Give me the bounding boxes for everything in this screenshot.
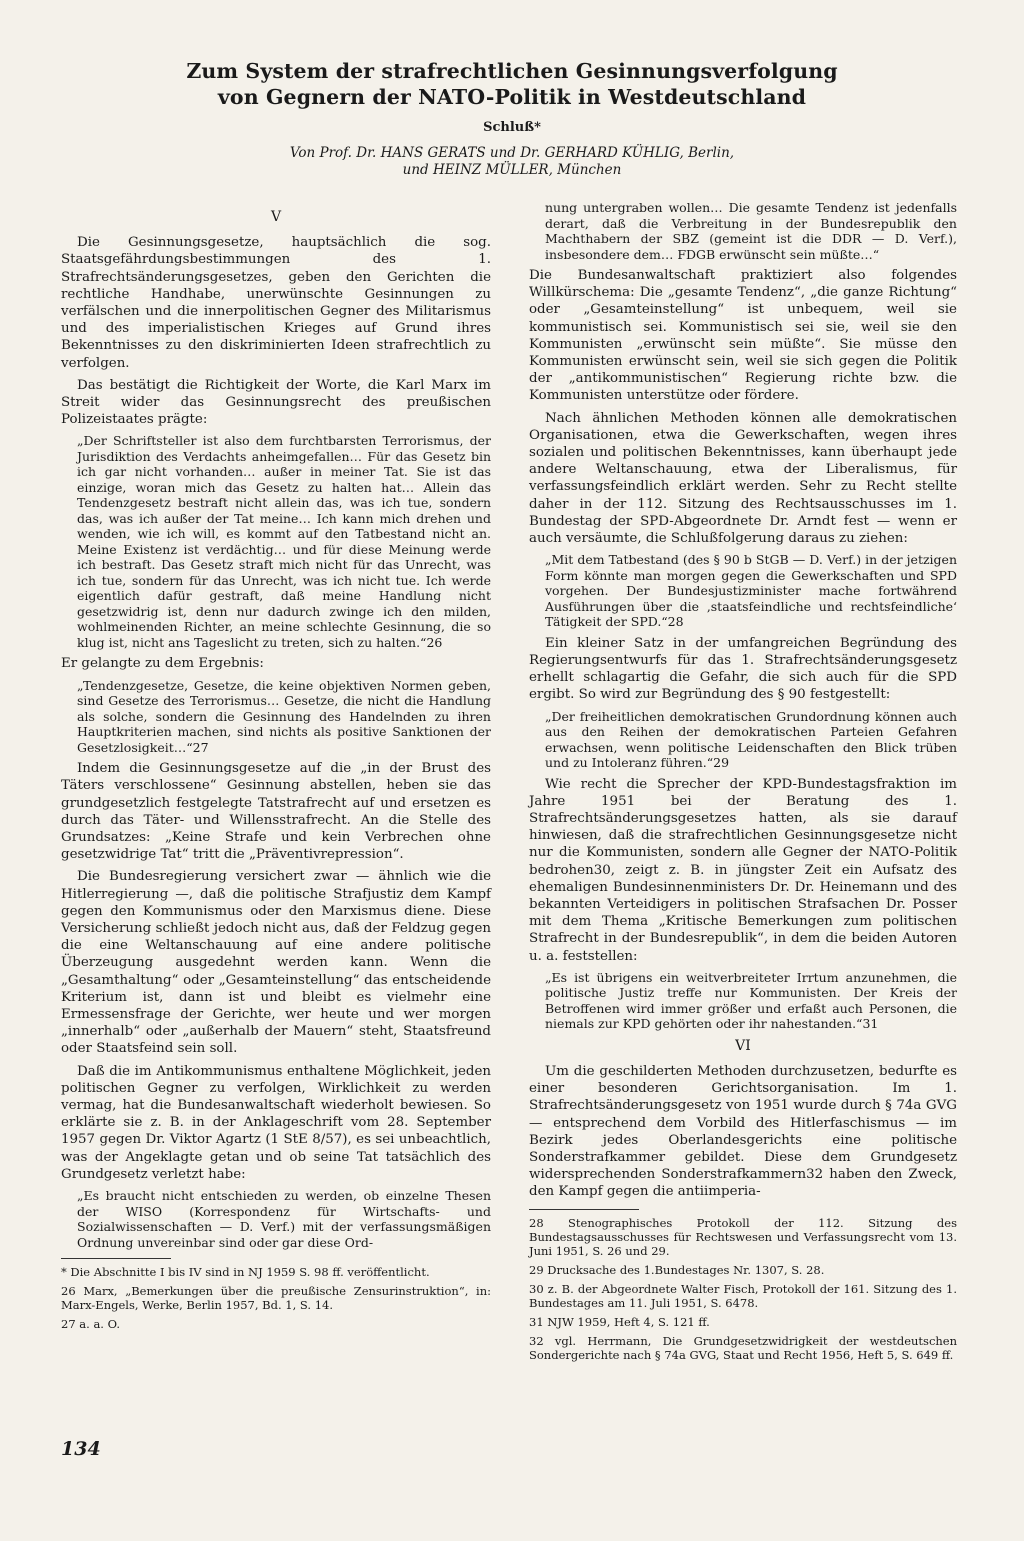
paragraph: Um die geschilderten Methoden durchzusetzen, bedurfte es einer besonderen Gerichtsorganisation. Im 1. Strafrechtsänderungsgesetz von 1951 wurde durch § 74a GVG — entsprechend dem Vorbild des Hitlerfaschismus — im Bezirk jedes Oberlandesgerichts eine politische Sonderstrafkammer gebildet. Diese dem Grundgesetz widersprechenden Sonderstrafkammern32 haben den Zweck, den Kampf gegen die antiimperia-: [529, 1064, 957, 1200]
paragraph: Das bestätigt die Richtigkeit der Worte, die Karl Marx im Streit wider das Gesinnungsrecht des preußischen Polizeistaates prägte:: [61, 377, 491, 428]
block-quote: nung untergraben wollen… Die gesamte Tendenz ist jedenfalls derart, daß die Verbreitung in der Bundesrepublik den Machthabern der SBZ (gemeint ist die DDR — D. Verf.), insbesondere dem… FDGB erwünscht sein müßte…“: [545, 200, 957, 262]
byline: [0, 145, 1024, 179]
footnote: 27 a. a. O.: [61, 1317, 121, 1332]
block-quote: „Tendenzgesetze, Gesetze, die keine objektiven Normen geben, sind Gesetze des Terrorismus… Gesetze, die nicht die Handlung als solche, sondern die Gesinnung des Handelnden zu ihren Hauptkriterien machen, sind nichts als positive Sanktionen der Gesetzlosigkeit…“27: [77, 677, 491, 755]
paragraph: Ein kleiner Satz in der umfangreichen Begründung des Regierungsentwurfs für das 1. Strafrechtsänderungsgesetz erhellt schlagartig die Gefahr, die sich auch für die SPD ergibt. So wird zur Begründung des § 90 festgestellt:: [529, 635, 957, 703]
right-column: [529, 200, 957, 1367]
paragraph: Wie recht die Sprecher der KPD-Bundestagsfraktion im Jahre 1951 bei der Beratung des 1. Strafrechtsänderungsgesetzes hatten, als sie darauf hinwiesen, daß die strafrechtlichen Gesinnungsgesetze nicht nur die Kommunisten, sondern alle Gegner der NATO-Politik bedrohen30, zeigt z. B. in jüngster Zeit ein Aufsatz des ehemaligen Bundesinnenministers Dr. Dr. Heinemann und des bekannten Verteidigers in politischen Strafsachen Dr. Posser mit dem Thema „Kritische Bemerkungen zum politischen Strafrecht in der Bundesrepublik“, in dem die beiden Autoren u. a. feststellen:: [529, 776, 957, 964]
paragraph: Indem die Gesinnungsgesetze auf die „in der Brust des Täters verschlossene“ Gesinnung abstellen, heben sie das grundgesetzlich festgelegte Tatstrafrecht auf und ersetzen es durch das Täter- und Willensstrafrecht. An die Stelle des Grundsatzes: „Keine Strafe und kein Verbrechen ohne gesetzwidrige Tat“ tritt die „Präventivrepression“.: [61, 761, 491, 863]
section-heading-vi: VI: [735, 1037, 751, 1054]
footnote-divider: [61, 1258, 171, 1259]
footnote: 29 Drucksache des 1.Bundestages Nr. 1307, S. 28.: [529, 1262, 825, 1277]
article-subtitle: Schluß*: [483, 120, 541, 135]
footnote: 31 NJW 1959, Heft 4, S. 121 ff.: [529, 1314, 710, 1329]
paragraph: Nach ähnlichen Methoden können alle demokratischen Organisationen, etwa die Gewerkschaften, wegen ihres sozialen und politischen Bekenntnisses, kann überhaupt jede andere Weltanschauung, etwa der Liberalismus, für verfassungsfeindlich erklärt werden. Sehr zu Recht stellte daher in der 112. Sitzung des Rechtsausschusses im 1. Bundestag der SPD-Abgeordnete Dr. Arndt fest — wenn er auch versäumte, die Schlußfolgerung daraus zu ziehen:: [529, 410, 957, 547]
byline-line-2: und HEINZ MÜLLER, München: [402, 162, 622, 178]
footnote: 26 Marx, „Bemerkungen über die preußische Zensurinstruktion“, in: Marx-Engels, Werke, Berlin 1957, Bd. 1, S. 14.: [61, 1284, 491, 1313]
footnote: 32 vgl. Herrmann, Die Grundgesetzwidrigkeit der westdeutschen Sondergerichte nach § 74a GVG, Staat und Recht 1956, Heft 5, S. 649 ff.: [529, 1333, 957, 1362]
block-quote: „Der Schriftsteller ist also dem furchtbarsten Terrorismus, der Jurisdiktion des Verdachts anheimgefallen… Für das Gesetz bin ich gar nicht vorhanden… außer in meiner Tat. Sie ist das einzige, woran mich das Gesetz zu halten hat… Allein das Tendenzgesetz bestraft nicht allein das, was ich tue, sondern das, was ich außer der Tat meine… Ich kann mich drehen und wenden, wie ich will, es kommt auf den Tatbestand nicht an. Meine Existenz ist verdächtig… und für diese Meinung werde ich bestraft. Das Gesetz straft mich nicht für das Unrecht, was ich tue, sondern für das Unrecht, was ich nicht tue. Ich werde eigentlich dafür gestraft, daß meine Handlung nicht gesetzwidrig ist, denn nur dadurch zwinge ich den milden, wohlmeinenden Richter, an meine schlechte Gesinnung, die so klug ist, nicht ans Tageslicht zu treten, sich zu halten.“26: [77, 433, 491, 650]
page-number: 134: [61, 1438, 101, 1460]
article-header: [0, 58, 1024, 179]
article-title-line-1: Zum System der strafrechtlichen Gesinnungsverfolgung: [186, 59, 838, 83]
byline-line-1: Von Prof. Dr. HANS GERATS und Dr. GERHARD KÜHLIG, Berlin,: [289, 145, 735, 161]
paragraph: Er gelangte zu dem Ergebnis:: [61, 656, 264, 672]
paragraph: Die Bundesregierung versichert zwar — ähnlich wie die Hitlerregierung —, daß die politische Strafjustiz dem Kampf gegen den Kommunismus oder den Marxismus diene. Diese Versicherung schließt jedoch nicht aus, daß der Feldzug gegen die eine Weltanschauung auf eine andere politische Überzeugung ausgedehnt werden kann. Wenn die „Gesamthaltung“ oder „Gesamteinstellung“ das entscheidende Kriterium ist, dann ist und bleibt es vielmehr eine Ermessensfrage der Gerichte, wer heute und wer morgen „innerhalb“ oder „außerhalb der Mauern“ steht, Staatsfreund oder Staatsfeind sein soll.: [61, 869, 491, 1057]
footnote: 30 z. B. der Abgeordnete Walter Fisch, Protokoll der 161. Sitzung des 1. Bundestages am 11. Juli 1951, S. 6478.: [529, 1281, 957, 1310]
block-quote: „Es ist übrigens ein weitverbreiteter Irrtum anzunehmen, die politische Justiz treffe nur Kommunisten. Der Kreis der Betroffenen wird immer größer und erfaßt auch Personen, die niemals zur KPD gehörten oder ihr nahestanden.“31: [545, 969, 957, 1032]
left-column: [61, 203, 491, 1336]
paragraph: Die Gesinnungsgesetze, hauptsächlich die sog. Staatsgefährdungsbestimmungen des 1. Strafrechtsänderungsgesetzes, geben den Gerichten die rechtliche Handhabe, unerwünschte Gesinnungen zu verfälschen und die innerpolitischen Gegner des Militarismus und des imperialistischen Krieges auf Grund ihres Bekenntnisses zu den diskriminierten Ideen strafrechtlich zu verfolgen.: [61, 235, 491, 371]
block-quote: „Es braucht nicht entschieden zu werden, ob einzelne Thesen der WISO (Korrespondenz für Wirtschafts- und Sozialwissenschaften — D. Verf.) mit der verfassungsmäßigen Ordnung unvereinbar sind oder gar diese Ord-: [77, 1188, 491, 1250]
footnote-divider: [529, 1209, 639, 1210]
block-quote: „Der freiheitlichen demokratischen Grundordnung können auch aus den Reihen der demokratischen Parteien Gefahren erwachsen, wenn politische Leidenschaften den Blick trüben und zu Intoleranz führen.“29: [545, 708, 957, 771]
paragraph: Die Bundesanwaltschaft praktiziert also folgendes Willkürschema: Die „gesamte Tendenz“, „die ganze Richtung“ oder „Gesamteinstellung“ ist unbequem, weil sie kommunistisch sei. Kommunistisch sei sie, weil sie den Kommunisten „erwünscht sein müßte“. Sie müsse den Kommunisten erwünscht sein, weil sie sich gegen die Politik der „antikommunistischen“ Regierung richte bzw. die Kommunisten unterstütze oder fördere.: [529, 268, 957, 404]
block-quote: „Mit dem Tatbestand (des § 90 b StGB — D. Verf.) in der jetzigen Form könnte man morgen gegen die Gewerkschaften und SPD vorgehen. Der Bundesjustizminister mache fortwährend Ausführungen über die ‚staatsfeindliche und rechtsfeindliche‘ Tätigkeit der SPD.“28: [545, 552, 957, 630]
footnote: * Die Abschnitte I bis IV sind in NJ 1959 S. 98 ff. veröffentlicht.: [61, 1265, 430, 1280]
footnote: 28 Stenographisches Protokoll der 112. Sitzung des Bundestagsausschusses für Rechtswesen und Verfassungsrecht vom 13. Juni 1951, S. 26 und 29.: [529, 1215, 957, 1258]
paragraph: Daß die im Antikommunismus enthaltene Möglichkeit, jeden politischen Gegner zu verfolgen, Wirklichkeit zu werden vermag, hat die Bundesanwaltschaft wiederholt bewiesen. So erklärte sie z. B. in der Anklageschrift vom 28. September 1957 gegen Dr. Viktor Agartz (1 StE 8/57), es sei unbeachtlich, was der Angeklagte getan und ob seine Tat tatsächlich des Grundgesetz verletzt habe:: [61, 1063, 491, 1182]
article-title-line-2: von Gegnern der NATO-Politik in Westdeutschland: [217, 85, 807, 109]
section-heading-v: V: [270, 209, 282, 225]
